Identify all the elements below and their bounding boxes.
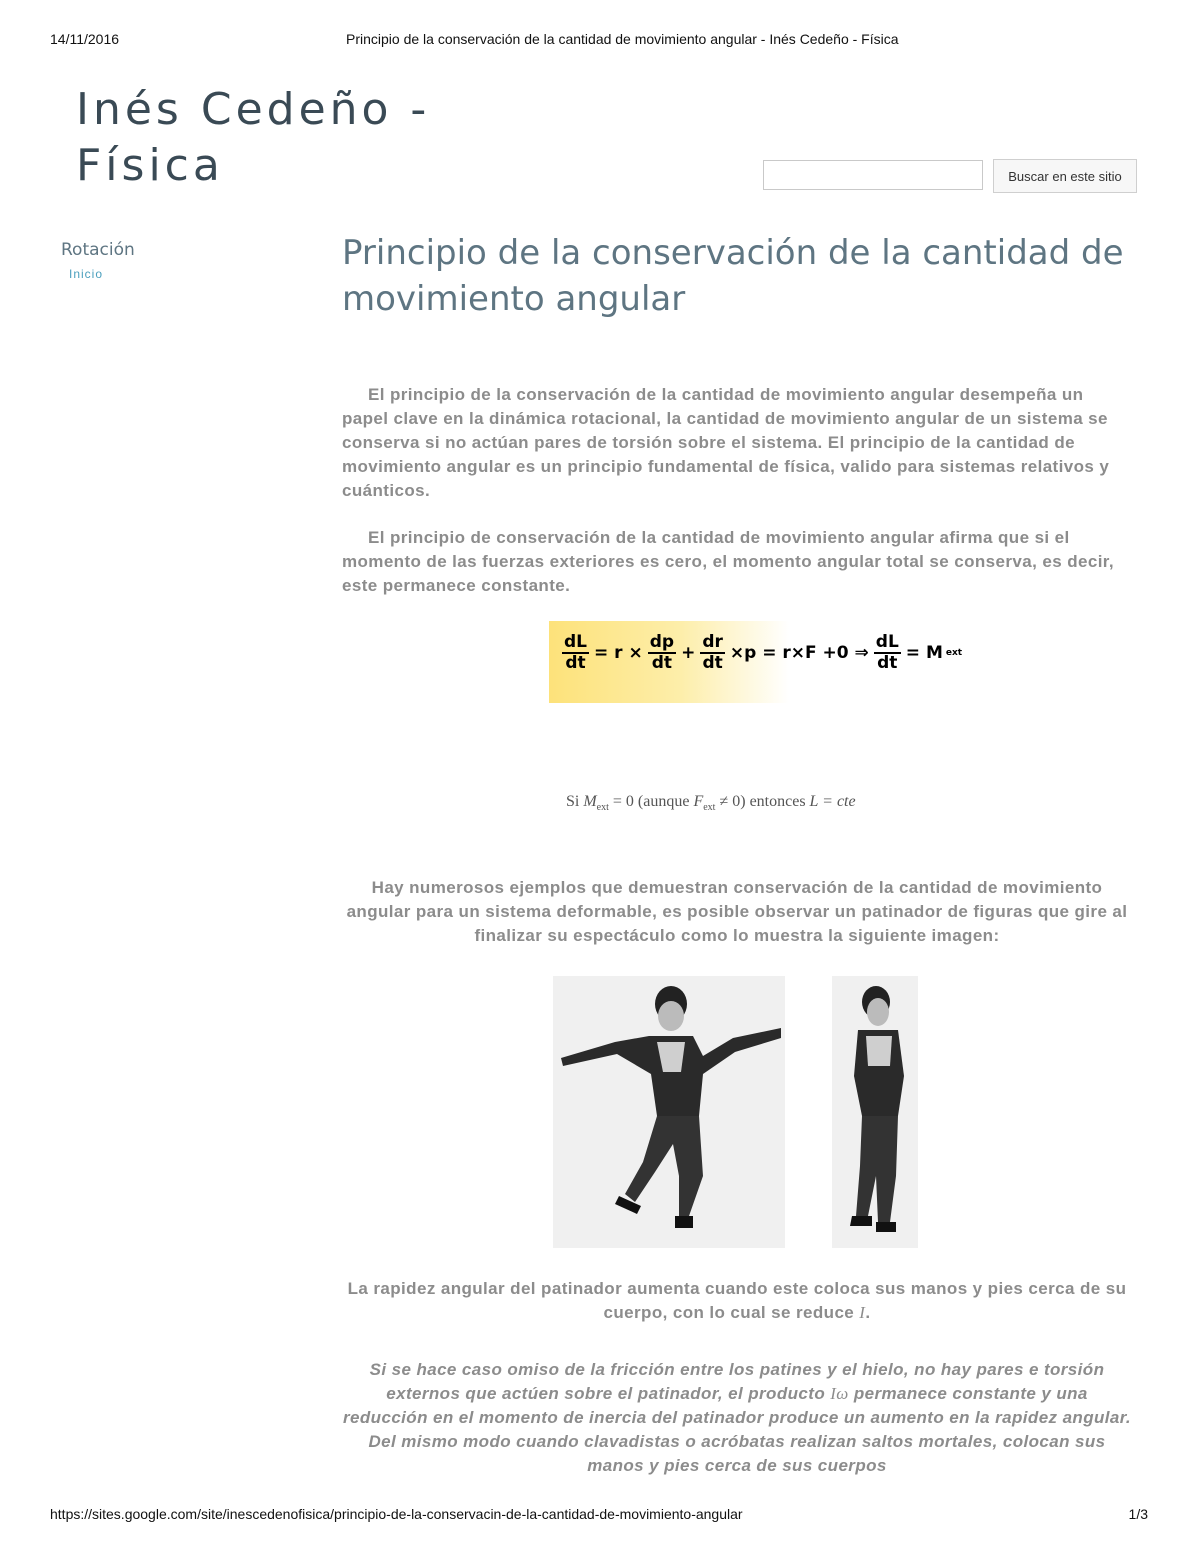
sidebar-item-inicio[interactable]: Inicio (69, 267, 104, 281)
paragraph-text: La rapidez angular del patinador aumenta cuando este coloca sus manos y pies cerca de su cuerpo, con lo cual se reduce (347, 1279, 1127, 1322)
fraction-numerator: dr (702, 632, 723, 652)
formula-text: ≠ 0) entonces (715, 793, 810, 810)
formula-text: Si (566, 793, 580, 810)
fraction-numerator: dL (875, 632, 899, 652)
fraction-dl-dt-result (874, 633, 901, 673)
search-button[interactable]: Buscar en este sitio (993, 159, 1137, 193)
formula-symbol-f: F (693, 793, 704, 810)
search-input[interactable] (763, 160, 983, 190)
print-page-number: 1/3 (1128, 1506, 1148, 1522)
formula-operator: = M (905, 643, 943, 663)
print-header-title: Principio de la conservación de la cantidad de movimiento angular - Inés Cedeño - Física (346, 31, 899, 47)
print-date: 14/11/2016 (50, 31, 120, 47)
formula-conservation (566, 793, 856, 813)
formula-text: = cte (818, 793, 856, 810)
formula-subscript: ext (945, 648, 963, 658)
skater-arms-extended-photo (553, 976, 785, 1248)
formula-subscript: ext (703, 802, 716, 814)
paragraph-principle: El principio de conservación de la cantidad de movimiento angular afirma que si el momento de las fuerzas exteriores es cero, el momento angular total se conserva, es decir, este permanece constante. (342, 528, 1115, 595)
paragraph-friction (342, 1358, 1132, 1478)
page-title: Principio de la conservación de la cantidad de movimiento angular (342, 233, 1124, 319)
fraction-denominator: dt (702, 653, 723, 673)
formula-text: = 0 (aunque (608, 793, 694, 810)
formula-operator: = r × (594, 643, 643, 663)
paragraph-intro: El principio de la conservación de la cantidad de movimiento angular desempeña un papel clave en la dinámica rotacional, la cantidad de movimiento angular de un sistema se conserva si no actúan pares de torsión sobre el sistema. El principio de la cantidad de movimiento angular es un principio fundamental de física, valido para sistemas relativos y cuánticos. (342, 385, 1110, 500)
fraction-numerator: dp (649, 632, 675, 652)
paragraph-examples: Hay numerosos ejemplos que demuestran conservación de la cantidad de movimiento angular para un sistema deformable, es posible observar un patinador de figuras que gire al finalizar su espectáculo como lo muestra la siguiente imagen: (346, 878, 1128, 945)
print-footer-url: https://sites.google.com/site/inescedenofisica/principio-de-la-conservacin-de-la-cantidad-de-movimiento-angular (50, 1506, 743, 1522)
fraction-dp-dt (648, 633, 676, 673)
formula-symbol-l: L (809, 793, 819, 810)
sidebar-heading: Rotación (61, 240, 135, 260)
paragraph-text: Si se hace caso omiso de la fricción entre los patines y el hielo, no hay pares e torsión externos que actúen sobre el patinador, el producto (369, 1360, 1105, 1403)
paragraph-text: permanece constante y una reducción en el momento de inercia del patinador produce un aumento en la rapidez angular. Del mismo modo cuando clavadistas o acróbatas realizan saltos mortales, colocan sus manos y pies cerca de sus cuerpos (343, 1384, 1131, 1475)
formula-torque (560, 628, 962, 678)
fraction-dl-dt (562, 633, 589, 673)
formula-symbol-m: M (583, 793, 597, 810)
inertia-symbol: I (859, 1303, 866, 1322)
formula-operator: ×p = r×F +0 ⇒ (729, 643, 869, 663)
fraction-denominator: dt (565, 653, 586, 673)
paragraph-angular-speed: La rapidez angular del patinador aumenta cuando este coloca sus manos y pies cerca de su cuerpo, con lo cual se reduce I. (347, 1279, 1127, 1322)
formula-subscript: ext (596, 802, 609, 814)
fraction-numerator: dL (564, 632, 588, 652)
site-title[interactable]: Inés Cedeño - Física (76, 84, 431, 191)
fraction-denominator: dt (651, 653, 673, 673)
product-symbol: Iω (830, 1384, 849, 1403)
formula-operator: + (681, 643, 696, 663)
fraction-dr-dt (700, 633, 725, 673)
skater-arms-folded-photo (832, 976, 918, 1248)
fraction-denominator: dt (877, 653, 898, 673)
